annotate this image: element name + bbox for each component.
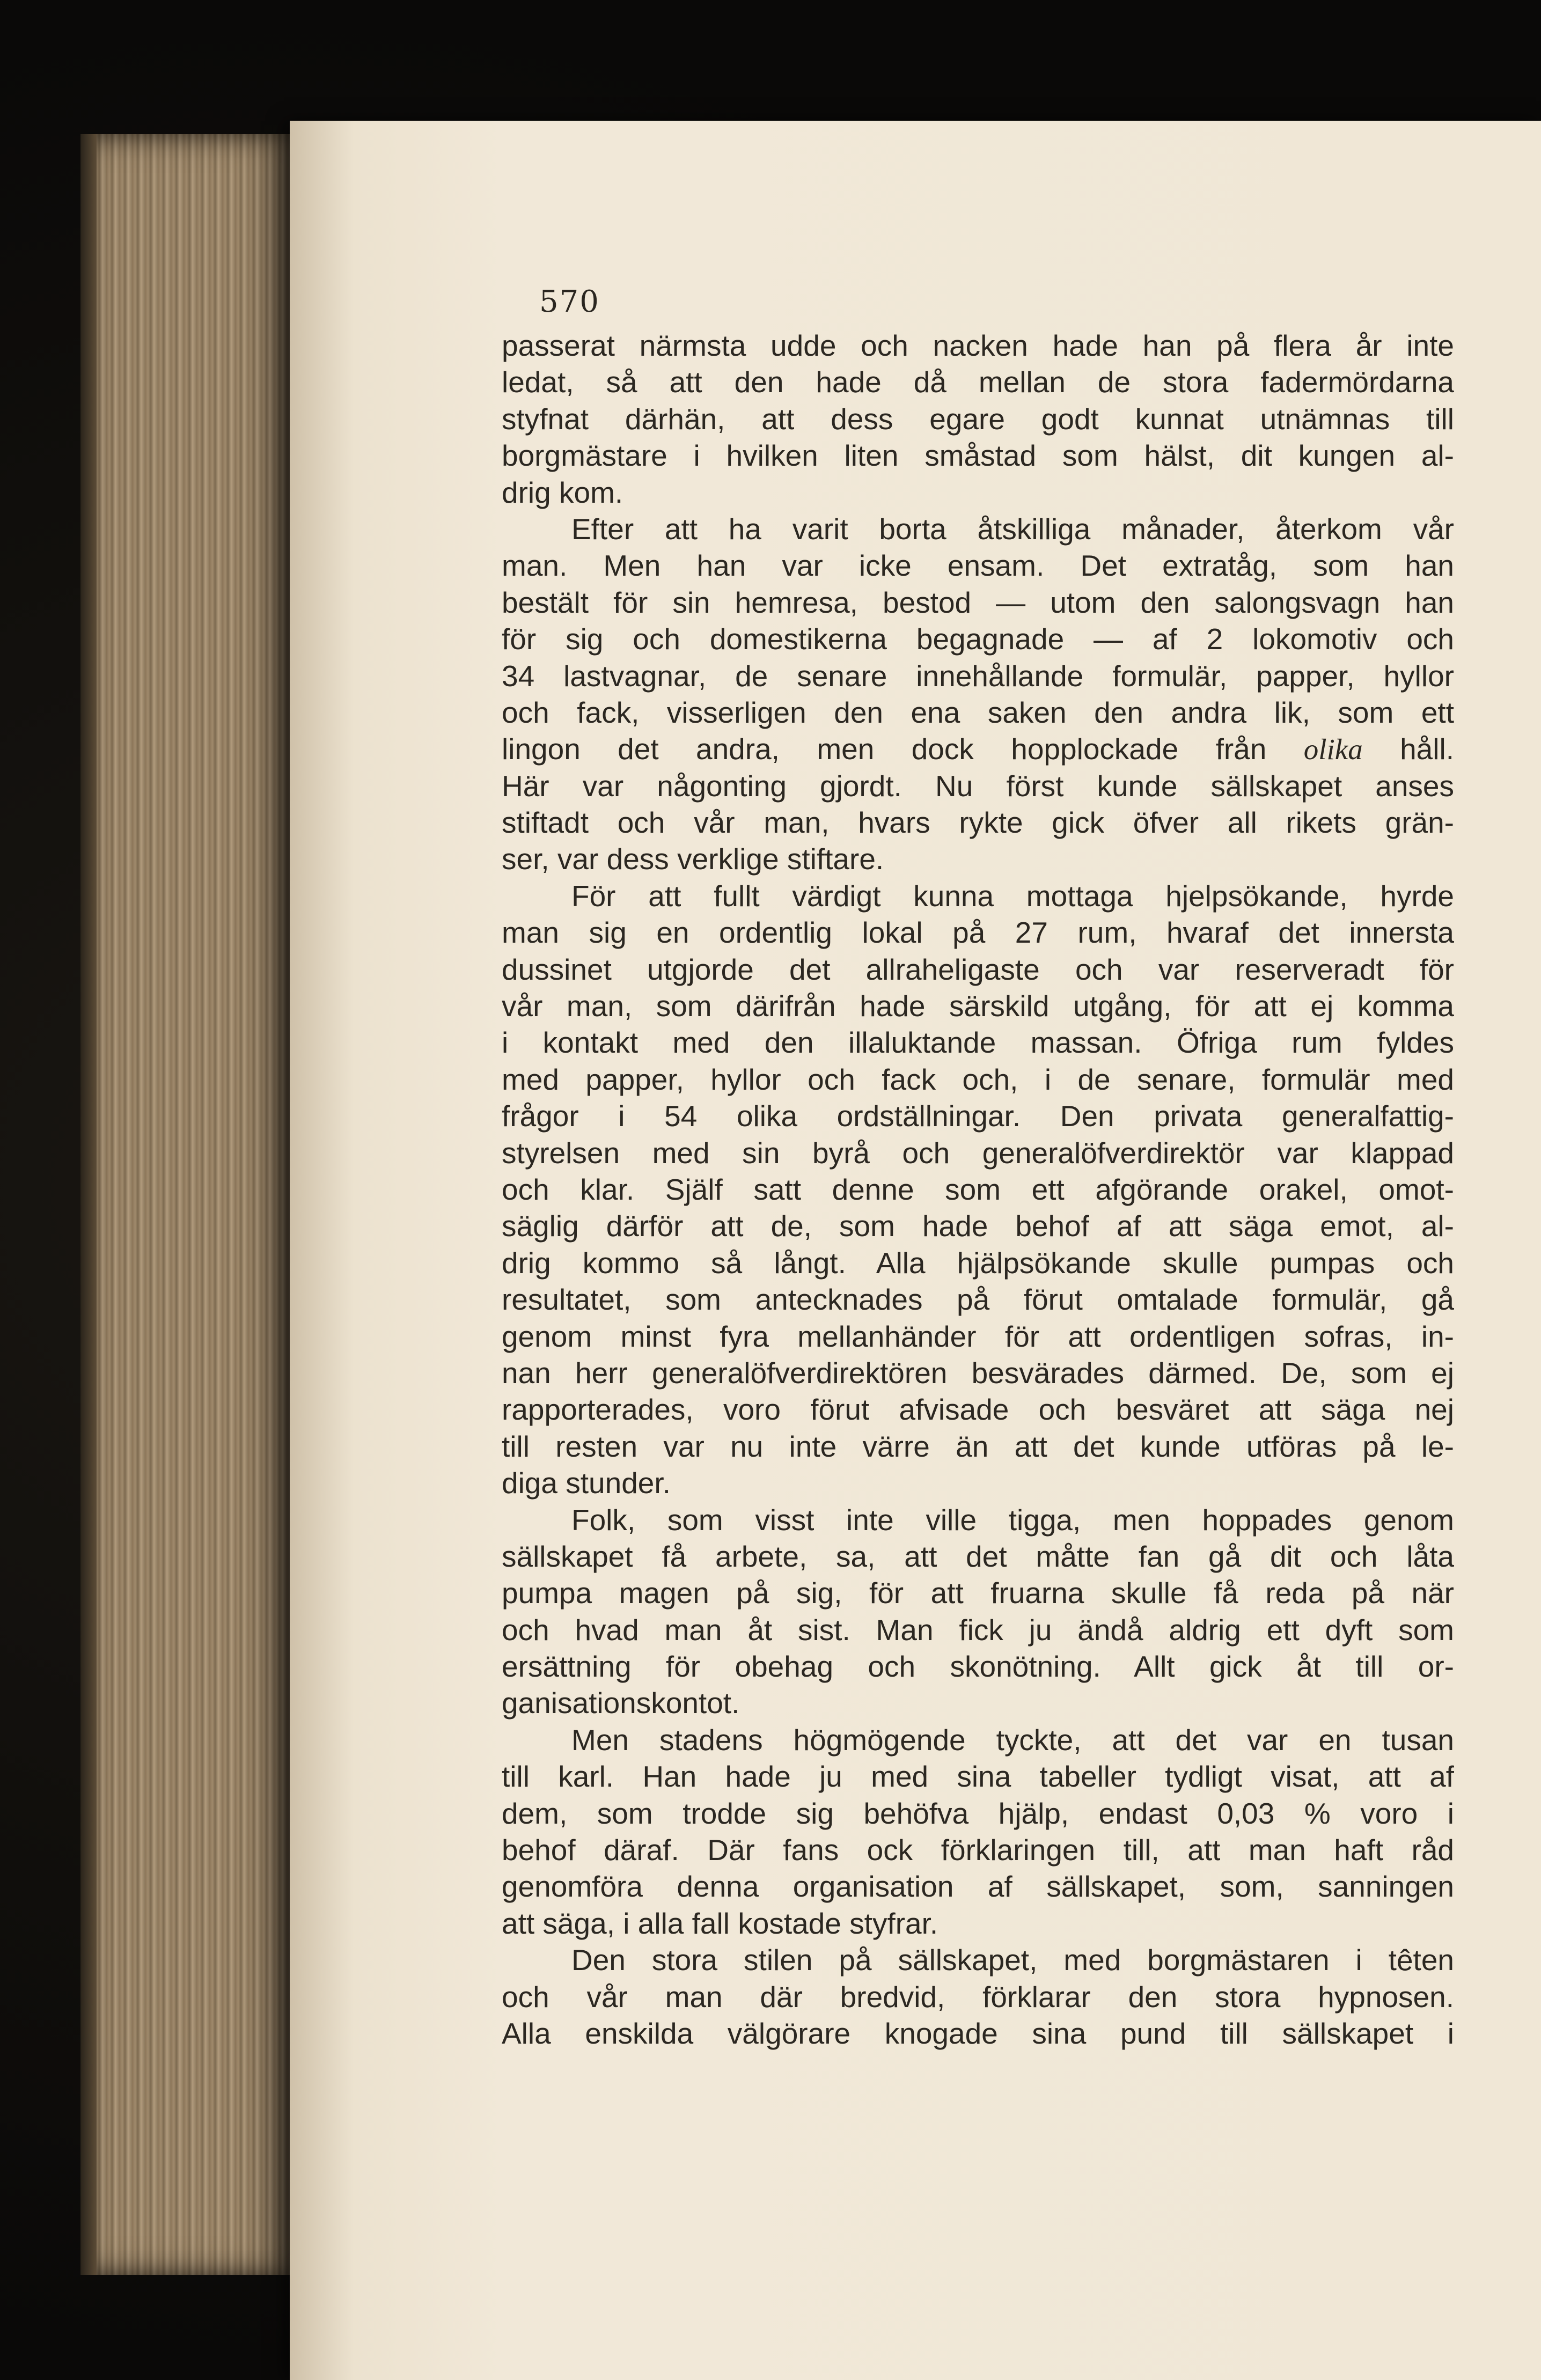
text-line: med papper, hyllor och fack och, i de senare, formulär med bbox=[502, 1062, 1454, 1096]
text-line: dussinet utgjorde det allraheligaste och var reserveradt för bbox=[502, 952, 1454, 986]
text-line: till karl. Han hade ju med sina tabeller tydligt visat, att af bbox=[502, 1760, 1454, 1794]
text-line: rapporterades, voro förut afvisade och besväret att säga nej bbox=[502, 1393, 1454, 1427]
text-line: och fack, visserligen den ena saken den andra lik, som ett bbox=[502, 695, 1454, 729]
text-line: stiftadt och vår man, hvars rykte gick öfver all rikets grän- bbox=[502, 806, 1454, 840]
text-line: ledat, så att den hade då mellan de stora fadermördarna bbox=[502, 365, 1454, 399]
text-line: pumpa magen på sig, för att fruarna skulle få reda på när bbox=[502, 1576, 1454, 1610]
text-line: behof däraf. Där fans ock förklaringen till, att man haft råd bbox=[502, 1833, 1454, 1867]
text-segment: håll. bbox=[1362, 732, 1454, 766]
text-line: Alla enskilda välgörare knogade sina pund till sällskapet i bbox=[502, 2016, 1454, 2050]
text-segment: lingon det andra, men dock hopplockade från bbox=[502, 732, 1304, 766]
text-line: till resten var nu inte värre än att det kunde utföras på le- bbox=[502, 1429, 1454, 1463]
body-text bbox=[502, 327, 1454, 2052]
text-line: för sig och domestikerna begagnade — af 2 lokomotiv och bbox=[502, 622, 1454, 656]
text-line: säglig därför att de, som hade behof af att säga emot, al- bbox=[502, 1209, 1454, 1243]
book-spine bbox=[80, 134, 97, 2275]
text-line: i kontakt med den illaluktande massan. Öfriga rum fyldes bbox=[502, 1026, 1454, 1060]
text-line: genom minst fyra mellanhänder för att ordentligen sofras, in- bbox=[502, 1319, 1454, 1353]
text-line: ganisationskontot. bbox=[502, 1686, 740, 1720]
text-line bbox=[502, 731, 1454, 767]
text-line: styfnat därhän, att dess egare godt kunnat utnämnas till bbox=[502, 402, 1454, 436]
text-line: drig kommo så långt. Alla hjälpsökande skulle pumpas och bbox=[502, 1246, 1454, 1280]
book-page-edges bbox=[80, 134, 290, 2275]
text-line: att säga, i alla fall kostade styfrar. bbox=[502, 1906, 938, 1940]
text-line: Men stadens högmögende tyckte, att det var en tusan bbox=[571, 1723, 1454, 1757]
text-line: och hvad man åt sist. Man fick ju ändå aldrig ett dyft som bbox=[502, 1613, 1454, 1647]
text-line: bestält för sin hemresa, bestod — utom den salongsvagn han bbox=[502, 585, 1454, 619]
text-line: nan herr generalöfverdirektören besvärades därmed. De, som ej bbox=[502, 1356, 1454, 1390]
text-line: passerat närmsta udde och nacken hade han på flera år inte bbox=[502, 329, 1454, 362]
text-line: genomföra denna organisation af sällskapet, som, sanningen bbox=[502, 1870, 1454, 1904]
text-line: frågor i 54 olika ordställningar. Den privata generalfattig- bbox=[502, 1099, 1454, 1133]
text-line: Efter att ha varit borta åtskilliga månader, återkom vår bbox=[571, 512, 1454, 546]
text-line: vår man, som därifrån hade särskild utgång, för att ej komma bbox=[502, 989, 1454, 1023]
text-line: Här var någonting gjordt. Nu först kunde sällskapet anses bbox=[502, 769, 1454, 803]
text-line: man. Men han var icke ensam. Det extratåg, som han bbox=[502, 549, 1454, 583]
text-line: ersättning för obehag och skonötning. Allt gick åt till or- bbox=[502, 1650, 1454, 1684]
text-line: dem, som trodde sig behöfva hjälp, endast 0,03 % voro i bbox=[502, 1796, 1454, 1830]
text-line: drig kom. bbox=[502, 475, 623, 509]
text-line: ser, var dess verklige stiftare. bbox=[502, 842, 884, 876]
text-line: Folk, som visst inte ville tigga, men hoppades genom bbox=[571, 1503, 1454, 1537]
text-line: och vår man där bredvid, förklarar den stora hypnosen. bbox=[502, 1980, 1454, 2014]
page-number: 570 bbox=[539, 284, 600, 319]
italic-word: olika bbox=[1303, 733, 1363, 766]
text-line: diga stunder. bbox=[502, 1466, 671, 1500]
text-line: borgmästare i hvilken liten småstad som hälst, dit kungen al- bbox=[502, 439, 1454, 473]
text-line: För att fullt värdigt kunna mottaga hjelpsökande, hyrde bbox=[571, 879, 1454, 913]
text-line: och klar. Själf satt denne som ett afgörande orakel, omot- bbox=[502, 1172, 1454, 1206]
text-line: resultatet, som antecknades på förut omtalade formulär, gå bbox=[502, 1283, 1454, 1317]
text-line: Den stora stilen på sällskapet, med borgmästaren i têten bbox=[571, 1943, 1454, 1977]
text-line: man sig en ordentlig lokal på 27 rum, hvaraf det innersta bbox=[502, 916, 1454, 950]
text-line: 34 lastvagnar, de senare innehållande formulär, papper, hyllor bbox=[502, 659, 1454, 693]
text-line: sällskapet få arbete, sa, att det måtte fan gå dit och låta bbox=[502, 1539, 1454, 1573]
text-line: styrelsen med sin byrå och generalöfverdirektör var klappad bbox=[502, 1136, 1454, 1170]
